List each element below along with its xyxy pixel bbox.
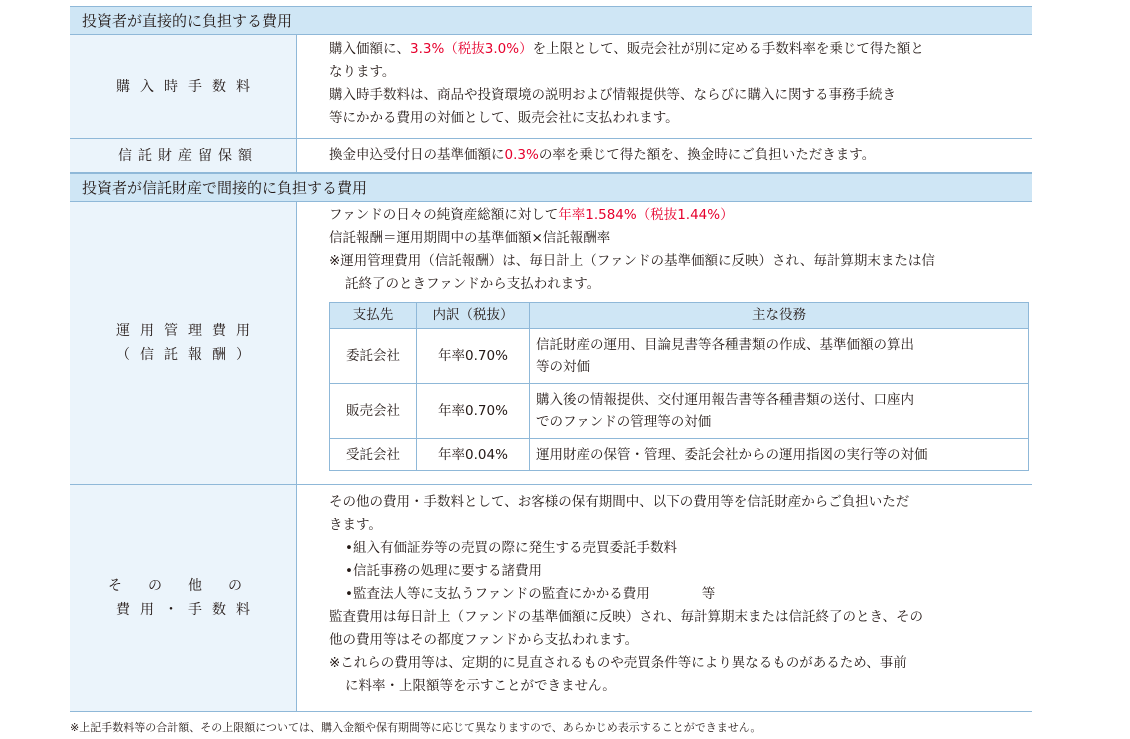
section-header-direct: 投資者が直接的に負担する費用: [70, 6, 1032, 35]
bullet-item: •監査法人等に支払うファンドの監査にかかる費用 等: [345, 586, 716, 602]
table-row: 委託会社 年率0.70% 信託財産の運用、目論見書等各種書類の作成、基準価額の算出 等の対価: [330, 329, 1029, 384]
label-purchase-fee: 購入時手数料: [70, 35, 297, 138]
label-retention: 信託財産留保額: [70, 139, 297, 172]
retention-rate: 0.3%: [504, 147, 539, 163]
table-header-row: 支払先 内訳（税抜） 主な役務: [330, 303, 1029, 329]
row-purchase-fee: [70, 35, 1032, 139]
content-management-fee: ファンドの日々の純資産総額に対して年率1.584%（税抜1.44%） 信託報酬＝運用期間中の基準価額×信託報酬率 ※運用管理費用（信託報酬）は、毎日計上（ファンドの基準価額に反映）され、毎計算期末または信 託終了のときファンドから支払われます。 支払先 内訳（税抜） 主な役務 委託会社 年率0.70% 信託財産の運用、目論見書等各種書類の作成、基準価額の算出 等の対価 販売会社 年率0.70% 購入後の情報提供、交付運用報告書等各種書類の送付、口座内 でのファンドの管理等の対価 受託会社 年率0.04% 運用財産の保管・管理、委託会社からの運用指図の実行等の対価: [297, 202, 1032, 484]
bullet-item: •信託事務の処理に要する諸費用: [345, 563, 542, 579]
table-row: 販売会社 年率0.70% 購入後の情報提供、交付運用報告書等各種書類の送付、口座内 でのファンドの管理等の対価: [330, 384, 1029, 439]
row-management-fee: [70, 202, 1032, 485]
content-retention: 換金申込受付日の基準価額に0.3%の率を乗じて得た額を、換金時にご負担いただきます。: [329, 147, 876, 163]
label-management-fee: 運用管理費用 （信託報酬）: [70, 202, 297, 484]
content-purchase-fee: 購入価額に、3.3%（税抜3.0%）を上限として、販売会社が別に定める手数料率を乗じて得た額と なります。 購入時手数料は、商品や投資環境の説明および情報提供等、ならびに購入に関する事務手続き 等にかかる費用の対価として、販売会社に支払われます。: [329, 41, 924, 126]
table-row: 受託会社 年率0.04% 運用財産の保管・管理、委託会社からの運用指図の実行等の対価: [330, 439, 1029, 471]
section-header-indirect: 投資者が信託財産で間接的に負担する費用: [70, 173, 1032, 202]
row-other-fees: [70, 485, 1032, 712]
management-fee-rate: 年率1.584%（税抜1.44%）: [558, 207, 734, 223]
purchase-fee-rate: 3.3%（税抜3.0%）: [410, 41, 533, 57]
row-retention: [70, 139, 1032, 173]
content-other-fees: その他の費用・手数料として、お客様の保有期間中、以下の費用等を信託財産からご負担いただ きます。 •組入有価証券等の売買の際に発生する売買委託手数料 •信託事務の処理に要する諸費用 •監査法人等に支払うファンドの監査にかかる費用 等 監査費用は毎日計上（ファンドの基準価額に反映）され、毎計算期末または信託終了のとき、その 他の費用等はその都度ファンドから支払われます。 ※これらの費用等は、定期的に見直されるものや売買条件等により異なるものがあるため、事前 に料率・上限額等を示すことができません。: [297, 485, 1032, 711]
footnote: ※上記手数料等の合計額、その上限額については、購入金額や保有期間等に応じて異なりますので、あらかじめ表示することができません。: [70, 721, 762, 734]
fee-table: [70, 6, 1032, 712]
label-other-fees: その他の 費用・手数料: [70, 485, 297, 711]
fee-breakdown-table: [329, 302, 1029, 471]
bullet-item: •組入有価証券等の売買の際に発生する売買委託手数料: [345, 540, 677, 556]
